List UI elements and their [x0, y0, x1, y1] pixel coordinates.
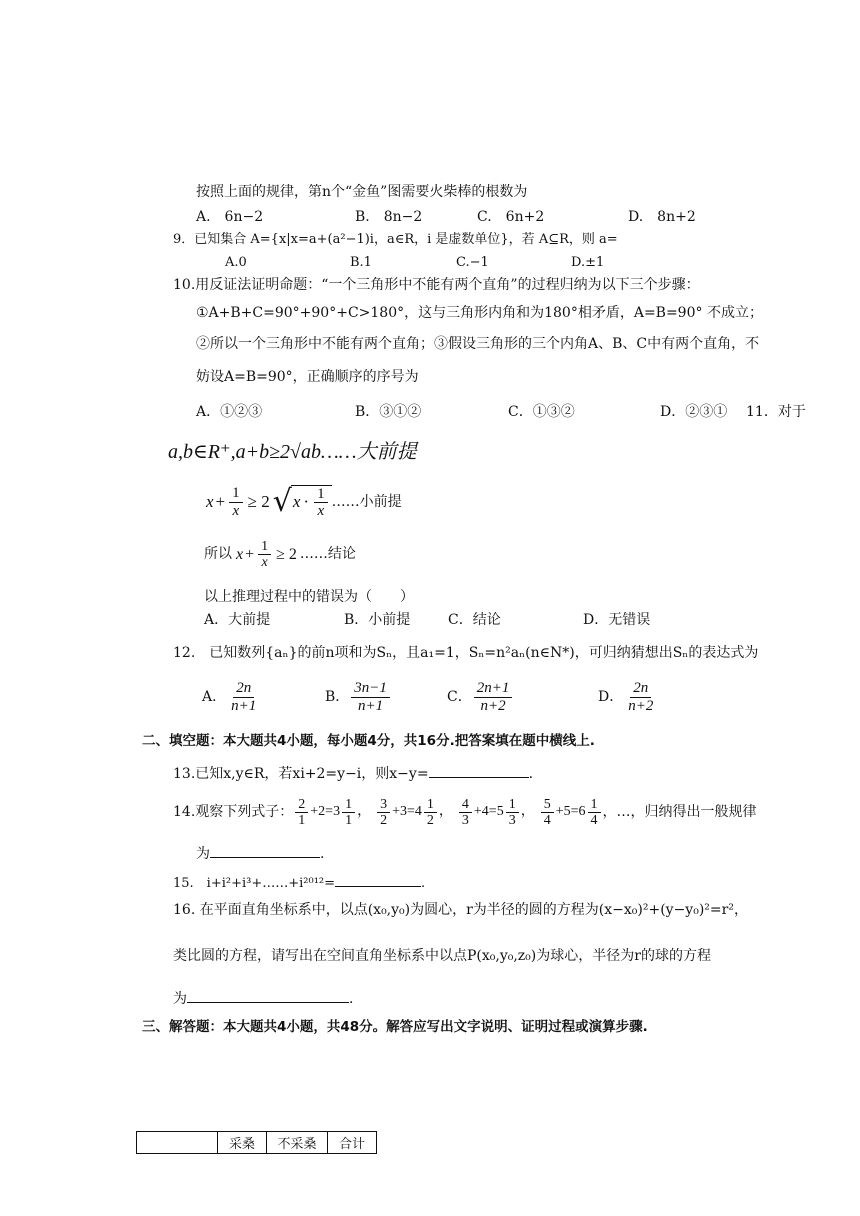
q11-conclusion-prefix: 所以 [204, 546, 232, 563]
option-label: D． [598, 688, 624, 705]
q10-stem: 10.用反证法证明命题：“一个三角形中不能有两个直角”的过程归纳为以下三个步骤： [173, 277, 700, 293]
q12-option-c [447, 680, 514, 714]
q14-line-2 [196, 843, 324, 863]
q11-ask: 以上推理过程中的错误为（ ） [204, 589, 414, 605]
q9-option-d: D.±1 [571, 255, 605, 270]
q14-line-1 [173, 797, 757, 829]
section-2-heading: 二、填空题：本大题共4小题，每小题4分，共16分.把答案填在题中横线上. [142, 733, 595, 749]
table-cell-empty [137, 1132, 218, 1154]
denominator: n+2 [628, 697, 654, 714]
table-cell-caisang: 采桑 [218, 1132, 267, 1154]
q9-option-b: B.1 [350, 255, 372, 270]
table-cell-bucaisang: 不采桑 [267, 1132, 328, 1154]
q10-step-3: 妨设A=B=90°，正确顺序的序号为 [196, 369, 419, 385]
numerator: 3n−1 [351, 680, 390, 698]
table-row [137, 1132, 377, 1154]
table-cell-total: 合计 [328, 1132, 377, 1154]
q14-suffix: ，…，归纳得出一般规律 [602, 804, 757, 821]
q8-option-b: B. 8n−2 [355, 209, 423, 225]
q10-step-1: ①A+B+C=90°+90°+C>180°，这与三角形内角和为180°相矛盾，A=B=90° 不成立； [196, 305, 763, 321]
numerator: 2n [630, 680, 651, 698]
q15-end: . [421, 876, 426, 891]
q11-option-a: A．大前提 [204, 612, 271, 628]
q16-line3-text: 为 [173, 991, 187, 1007]
answer-blank[interactable] [187, 988, 349, 1003]
q14-expr-1: $\frac{2}{1}$ + 2 = 3 $\frac{1}{1}$ ， [293, 797, 371, 829]
q13-end: . [528, 766, 534, 782]
answer-blank[interactable] [335, 872, 421, 887]
q16-line-3 [173, 988, 353, 1008]
q14-prefix: 14.观察下列式子： [173, 804, 294, 821]
q14-expr-2: $\frac{3}{2}$ + 3 = 4 $\frac{1}{2}$ ， [375, 797, 453, 829]
q9-option-a: A.0 [225, 255, 247, 270]
q11-conclusion: 所以 x + $\frac{1}{x}$ ≥ 2 ……结论 [204, 539, 356, 571]
q16-end: . [349, 991, 354, 1007]
q14-end: . [320, 846, 325, 862]
option-label: A． [202, 688, 227, 705]
q10-step-2: ②所以一个三角形中不能有两个直角；③假设三角形的三个内角A、B、C中有两个直角，不 [196, 336, 760, 352]
denominator: n+1 [231, 697, 257, 714]
q16-line-2: 类比圆的方程，请写出在空间直角坐标系中以点P(x₀,y₀,z₀)为球心，半径为r的球的方程 [173, 948, 711, 964]
q11-minor-premise: x + $\frac{1}{x}$ ≥ 2 √ x · $\frac{1}{x}$ ……小前提 [206, 484, 402, 519]
option-label: C． [447, 688, 472, 705]
q12-option-d [598, 680, 658, 714]
q12-stem: 12. 已知数列{aₙ}的前n项和为Sₙ，且a₁=1，Sₙ=n²aₙ(n∈N*)，可归纳猜想出Sₙ的表达式为 [173, 645, 759, 661]
q11-major-premise: a,b∈R⁺,a+b≥2√ab……大前提 [168, 441, 417, 463]
q11-option-c: C．结论 [448, 612, 501, 628]
q9-stem: 9．已知集合 A={x|x=a+(a²−1)i，a∈R，i 是虚数单位}，若 A⊆R，则 a= [173, 232, 618, 247]
q11-option-d: D．无错误 [583, 612, 651, 628]
numerator: 2n [233, 680, 254, 698]
q9-option-c: C.−1 [456, 255, 489, 270]
denominator: n+2 [480, 697, 506, 714]
section-3-heading: 三、解答题：本大题共4小题，共48分。解答应写出文字说明、证明过程或演算步骤. [142, 1019, 648, 1035]
fraction: $\frac{1}{x}$ [229, 485, 243, 519]
q14-expr-4: $\frac{5}{4}$ + 5 = 6 $\frac{1}{4}$ [539, 797, 603, 829]
q11-option-b: B．小前提 [344, 612, 411, 628]
numerator: 2n+1 [474, 680, 513, 698]
q8-option-d: D. 8n+2 [628, 209, 696, 225]
q11-conclusion-suffix: ……结论 [299, 546, 356, 563]
q13-text: 13.已知x,y∈R，若xi+2=y−i，则x−y= [173, 766, 429, 782]
q14-expr-3: $\frac{4}{3}$ + 4 = 5 $\frac{1}{3}$ ， [457, 797, 535, 829]
q13 [173, 763, 533, 783]
q14-line2-text: 为 [196, 846, 210, 862]
option-label: B． [325, 688, 350, 705]
q10-option-c: C．①③② [508, 404, 575, 420]
q8-stem: 按照上面的规律，第n个“金鱼”图需要火柴棒的根数为 [196, 184, 528, 200]
q12-option-a [202, 680, 261, 714]
q10-option-a: A．①②③ [196, 404, 263, 420]
q8-option-a: A. 6n−2 [196, 209, 264, 225]
answer-blank[interactable] [429, 763, 529, 778]
q10-option-d: D．②③① [660, 404, 728, 420]
q15 [173, 872, 425, 892]
q11-minor-suffix: ……小前提 [331, 493, 402, 510]
q8-option-c: C. 6n+2 [477, 209, 545, 225]
q10-option-b: B．③①② [355, 404, 422, 420]
denominator: n+1 [358, 697, 384, 714]
q12-option-b [325, 680, 392, 714]
q11-start: 11．对于 [746, 404, 806, 420]
q15-text: 15. i+i²+i³+……+i²⁰¹²= [173, 876, 336, 891]
data-table [136, 1131, 377, 1154]
answer-blank[interactable] [210, 843, 320, 858]
q16-line-1: 16. 在平面直角坐标系中，以点(x₀,y₀)为圆心，r为半径的圆的方程为(x−x₀)²+(y−y₀)²=r²， [173, 902, 748, 918]
